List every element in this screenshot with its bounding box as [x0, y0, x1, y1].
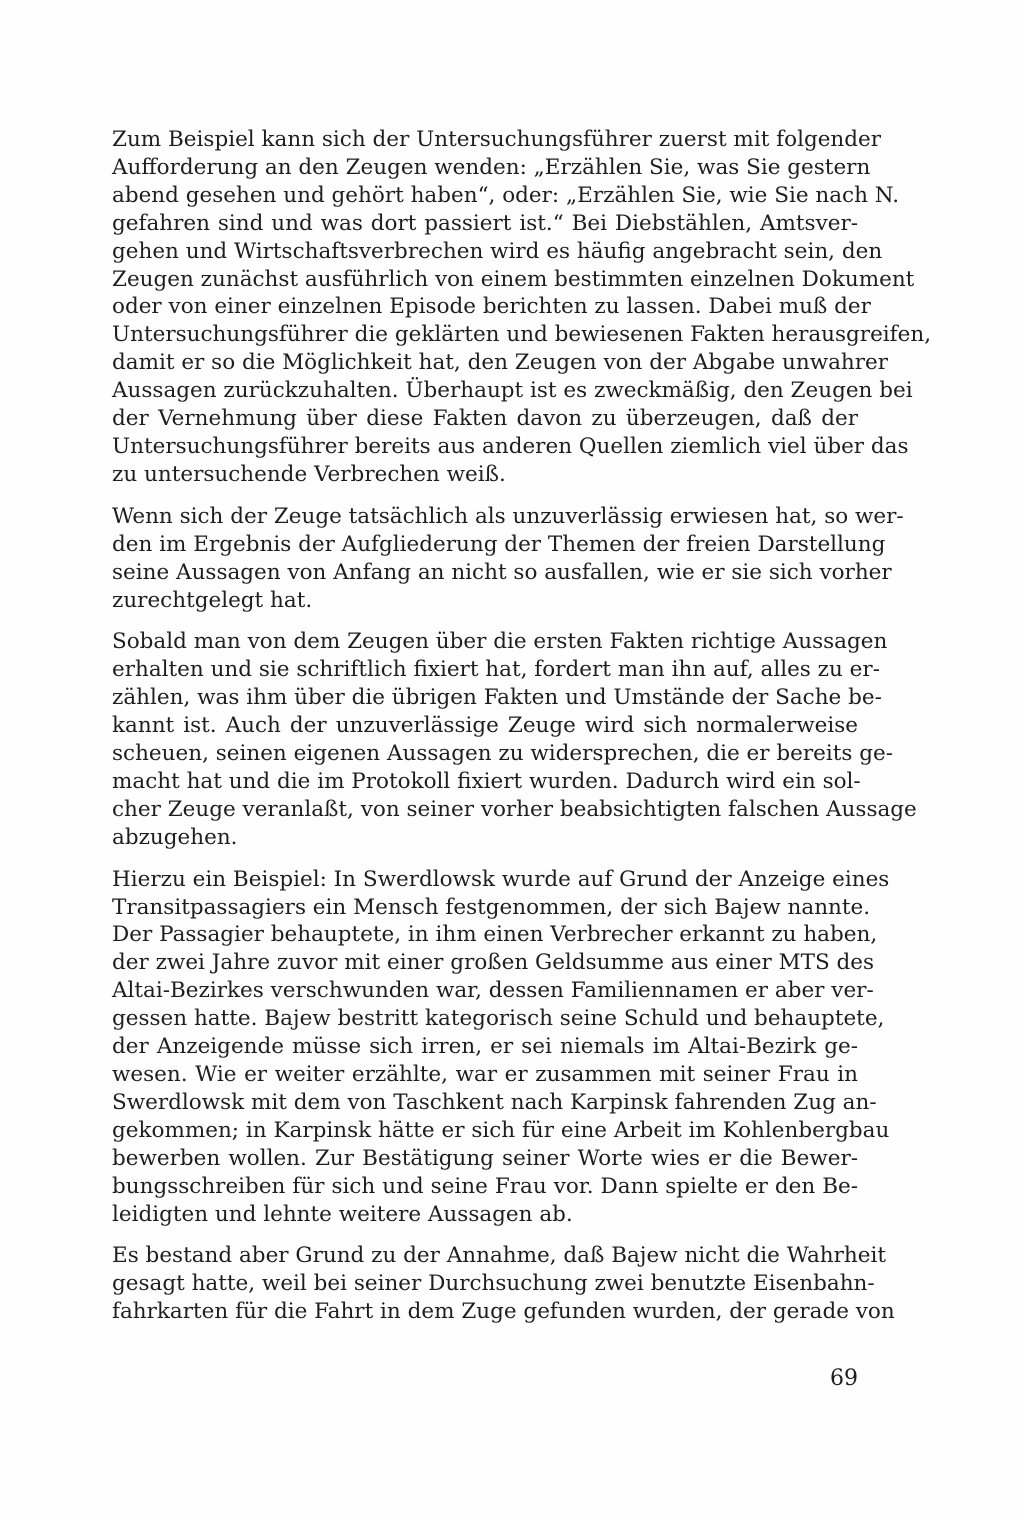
- text-line: der zwei Jahre zuvor mit einer großen Geldsumme aus einer MTS des: [112, 950, 875, 976]
- text-line: Wenn sich der Zeuge tatsächlich als unzuverlässig erwiesen hat, so wer-: [112, 503, 904, 529]
- text-line: erhalten und sie schriftlich fixiert hat, fordert man ihn auf, alles zu er-: [112, 657, 880, 683]
- text-line: gefahren sind und was dort passiert ist.“ Bei Diebstählen, Amtsver-: [112, 210, 858, 236]
- text-line: seine Aussagen von Anfang an nicht so ausfallen, wie er sie sich vorher: [112, 559, 892, 585]
- text-line: den im Ergebnis der Aufgliederung der Themen der freien Darstellung: [112, 531, 886, 557]
- text-line: Untersuchungsführer bereits aus anderen Quellen ziemlich viel über das: [112, 433, 909, 459]
- text-line: Hierzu ein Beispiel: In Swerdlowsk wurde auf Grund der Anzeige eines: [112, 866, 890, 892]
- text-line: Aufforderung an den Zeugen wenden: „Erzählen Sie, was Sie gestern: [112, 154, 871, 180]
- text-line: Aussagen zurückzuhalten. Überhaupt ist es zweckmäßig, den Zeugen bei: [112, 378, 913, 404]
- text-line: Zeugen zunächst ausführlich von einem bestimmten einzelnen Dokument: [112, 266, 915, 292]
- text-line: kannt ist. Auch der unzuverlässige Zeuge wird sich normalerweise: [112, 713, 858, 739]
- text-line: gehen und Wirtschaftsverbrechen wird es häufig angebracht sein, den: [112, 238, 883, 264]
- body-text: [112, 126, 932, 1326]
- text-line: leidigten und lehnte weitere Aussagen ab.: [112, 1201, 573, 1227]
- paragraph: [112, 126, 932, 489]
- paragraph: [112, 503, 904, 615]
- text-line: bungsschreiben für sich und seine Frau vor. Dann spielte er den Be-: [112, 1173, 858, 1199]
- text-line: gesagt hatte, weil bei seiner Durchsuchung zwei benutzte Eisenbahn-: [112, 1271, 875, 1297]
- text-line: abzugehen.: [112, 824, 238, 850]
- text-line: Der Passagier behauptete, in ihm einen Verbrecher erkannt zu haben,: [112, 922, 878, 948]
- text-line: bewerben wollen. Zur Bestätigung seiner Worte wies er die Bewer-: [112, 1145, 858, 1171]
- text-line: Sobald man von dem Zeugen über die ersten Fakten richtige Aussagen: [112, 629, 888, 655]
- paragraph: [112, 866, 890, 1229]
- text-line: abend gesehen und gehört haben“, oder: „Erzählen Sie, wie Sie nach N.: [112, 182, 900, 208]
- text-line: der Anzeigende müsse sich irren, er sei niemals im Altai-Bezirk ge-: [112, 1034, 858, 1060]
- text-line: zu untersuchende Verbrechen weiß.: [112, 461, 506, 487]
- text-line: cher Zeuge veranlaßt, von seiner vorher beabsichtigten falschen Aussage: [112, 796, 917, 822]
- text-line: damit er so die Möglichkeit hat, den Zeugen von der Abgabe unwahrer: [112, 350, 889, 376]
- page-number: 69: [830, 1366, 858, 1391]
- text-line: Altai-Bezirkes verschwunden war, dessen Familiennamen er aber ver-: [112, 978, 874, 1004]
- text-line: Es bestand aber Grund zu der Annahme, daß Bajew nicht die Wahrheit: [112, 1243, 886, 1269]
- text-line: der Vernehmung über diese Fakten davon zu überzeugen, daß der: [112, 406, 858, 432]
- paragraph: [112, 1242, 895, 1326]
- text-line: Swerdlowsk mit dem von Taschkent nach Karpinsk fahrenden Zug an-: [112, 1089, 877, 1115]
- text-line: macht hat und die im Protokoll fixiert wurden. Dadurch wird ein sol-: [112, 768, 861, 794]
- text-line: Transitpassagiers ein Mensch festgenommen, der sich Bajew nannte.: [112, 894, 871, 920]
- text-line: fahrkarten für die Fahrt in dem Zuge gefunden wurden, der gerade von: [112, 1299, 895, 1325]
- text-line: gessen hatte. Bajew bestritt kategorisch seine Schuld und behauptete,: [112, 1006, 885, 1032]
- paragraph: [112, 628, 917, 851]
- text-line: zurechtgelegt hat.: [112, 587, 313, 613]
- text-line: Zum Beispiel kann sich der Untersuchungsführer zuerst mit folgender: [112, 127, 882, 152]
- text-line: scheuen, seinen eigenen Aussagen zu widersprechen, die er bereits ge-: [112, 741, 894, 767]
- text-line: Untersuchungsführer die geklärten und bewiesenen Fakten herausgreifen,: [112, 322, 932, 348]
- text-line: wesen. Wie er weiter erzählte, war er zusammen mit seiner Frau in: [112, 1062, 858, 1087]
- text-line: oder von einer einzelnen Episode berichten zu lassen. Dabei muß der: [112, 294, 871, 320]
- text-line: zählen, was ihm über die übrigen Fakten und Umstände der Sache be-: [112, 685, 882, 711]
- text-line: gekommen; in Karpinsk hätte er sich für eine Arbeit im Kohlenbergbau: [112, 1117, 890, 1143]
